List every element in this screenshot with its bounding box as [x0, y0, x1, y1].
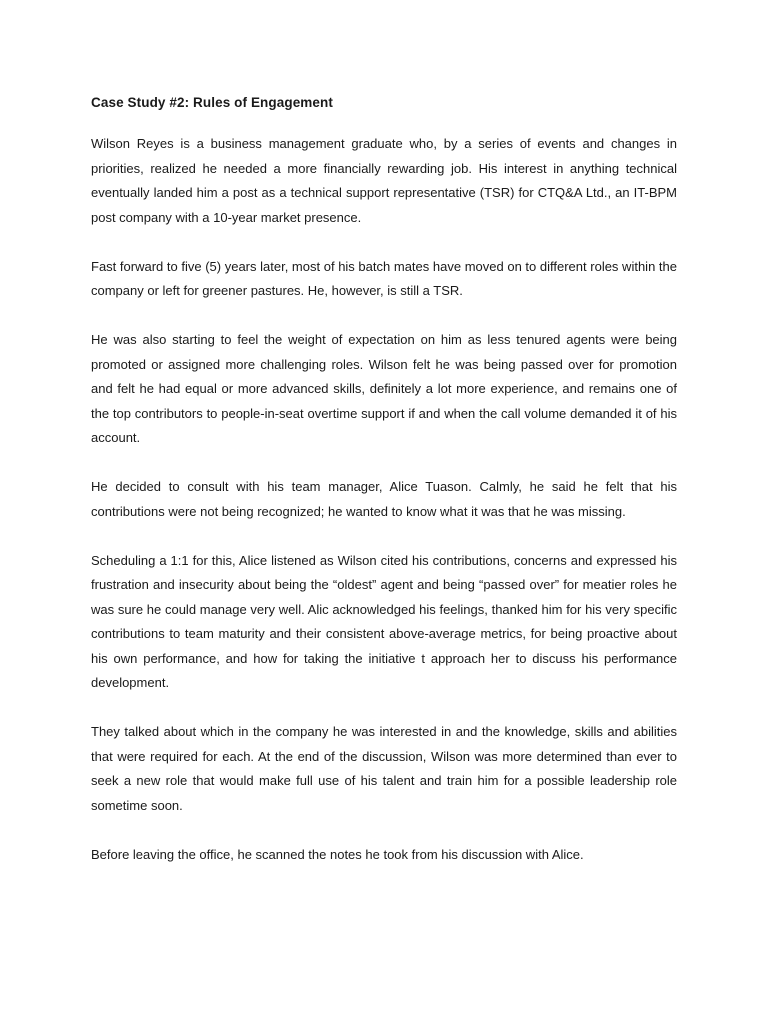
paragraph-fast-forward: Fast forward to five (5) years later, most of his batch mates have moved on to different roles within the company or left for greener pastures. He, however, is still a TSR. [91, 258, 677, 298]
paragraph-intro: Wilson Reyes is a business management graduate who, by a series of events and changes in priorities, realized he needed a more financially rewarding job. His interest in anything technical eventually landed him a post as a technical support representative (TSR) for CTQ&A Ltd., an IT-BPM post company with a 10-year market presence. [91, 136, 677, 225]
paragraph-closing: Before leaving the office, he scanned the notes he took from his discussion with Alice. [91, 846, 584, 862]
paragraph-scheduling: Scheduling a 1:1 for this, Alice listened as Wilson cited his contributions, concerns and expressed his frustration and insecurity about being the “oldest” agent and being “passed over” for meatier roles he was sure he could manage very well. Alic acknowledged his feelings, thanked him for his very specific contributions to team maturity and their consistent above-average metrics, for being proactive about his own performance, and how for taking the initiative t approach her to discuss his performance development. [91, 552, 677, 690]
paragraph-discussion: They talked about which in the company he was interested in and the knowledge, skills and abilities that were required for each. At the end of the discussion, Wilson was more determined than ever to seek a new role that would make full use of his talent and train him for a possible leadership role sometime soon. [91, 724, 677, 813]
document-page [91, 92, 677, 892]
paragraph-consult: He decided to consult with his team manager, Alice Tuason. Calmly, he said he felt that his contributions were not being recognized; he wanted to know what it was that he was missing. [91, 479, 677, 519]
document-title: Case Study #2: Rules of Engagement [91, 95, 333, 110]
paragraph-expectation: He was also starting to feel the weight of expectation on him as less tenured agents were being promoted or assigned more challenging roles. Wilson felt he was being passed over for promotion and felt he had equal or more advanced skills, definitely a lot more experience, and remains one of the top contributors to people-in-seat overtime support if and when the call volume demanded it of his account. [91, 332, 677, 445]
